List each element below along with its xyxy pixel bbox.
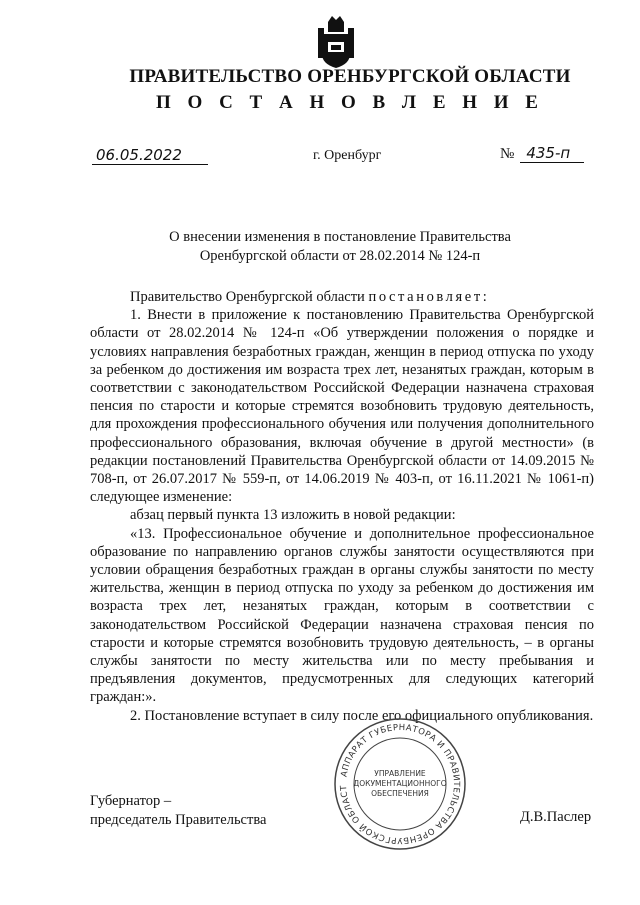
signatory-title-line-1: Губернатор – xyxy=(90,793,172,809)
organization-name: ПРАВИТЕЛЬСТВО ОРЕНБУРГСКОЙ ОБЛАСТИ xyxy=(129,66,571,87)
official-stamp xyxy=(332,716,468,852)
document-number xyxy=(500,144,584,163)
document-subject xyxy=(120,228,560,266)
document-date: 06.05.2022 xyxy=(92,146,208,165)
document-type: П О С Т А Н О В Л Е Н И Е xyxy=(156,92,544,113)
paragraph-4: 2. Постановление вступает в силу после его официального опубликования. xyxy=(130,707,594,724)
stamp-inner-text xyxy=(332,769,468,799)
paragraph-2: абзац первый пункта 13 изложить в новой редакции: xyxy=(130,507,456,524)
stamp-inner-line-1: УПРАВЛЕНИЕ xyxy=(374,769,426,778)
lead-paragraph xyxy=(90,288,594,306)
paragraph-3: «13. Профессиональное обучение и дополнительное профессиональное образование по направлению органов службы занятости осуществляются при условии обращения безработных граждан в органы службы занятости по месту жительства, женщин в период отпуска по уходу за ребенком до достижения им возраста трех лет, незанятых граждан, которым в соответствии с законодательством Российской Федерации назначена страховая пенсия по старости и которые стремятся возобновить трудовую деятельность, – в органы службы занятости по месту жительства или по месту пребывания и предъявления документов, предусмотренных для следующих категорий граждан:». xyxy=(90,525,594,706)
subject-line-1: О внесении изменения в постановление Правительства xyxy=(169,229,511,245)
paragraph-1: 1. Внести в приложение к постановлению Правительства Оренбургской области от 28.02.2014 № 124-п «Об утверждении положения о порядке и условиях направления безработных граждан, женщин в период отпуска по уходу за ребенком до достижения им возраста трех лет, незанятых граждан, которым в соответствии с законодательством Российской Федерации назначена страховая пенсия по старости и которые стремятся возобновить трудовую деятельность, для прохождения профессионального обучения или получения дополнительного профессионального образования, включая обучение в другой местности» (в редакции постановлений Правительства Оренбургской области от 14.09.2015 № 708-п, от 26.07.2017 № 559-п, от 14.06.2019 № 403-п, от 16.11.2021 № 1061-п) следующее изменение: xyxy=(90,307,594,506)
stamp-inner-line-3: ОБЕСПЕЧЕНИЯ xyxy=(371,789,429,798)
lead-text: Правительство Оренбургской области xyxy=(130,289,369,305)
signatory-title xyxy=(90,792,266,830)
signatory-name: Д.В.Паслер xyxy=(520,809,592,825)
signatory-title-line-2: председатель Правительства xyxy=(90,812,267,828)
number-prefix: № xyxy=(500,146,515,162)
subject-line-2: Оренбургской области от 28.02.2014 № 124-п xyxy=(199,248,481,264)
lead-decree-word: постановляет: xyxy=(368,289,490,305)
stamp-ring-text: АППАРАТ ГУБЕРНАТОРА И ПРАВИТЕЛЬСТВА ОРЕНБУРГСКОЙ ОБЛАСТ xyxy=(338,722,462,846)
coat-of-arms-icon xyxy=(314,14,358,70)
document-city: г. Оренбург xyxy=(313,148,382,163)
document-body xyxy=(90,288,594,725)
number-value: 435-п xyxy=(520,144,584,163)
stamp-inner-line-2: ДОКУМЕНТАЦИОННОГО xyxy=(353,779,447,788)
